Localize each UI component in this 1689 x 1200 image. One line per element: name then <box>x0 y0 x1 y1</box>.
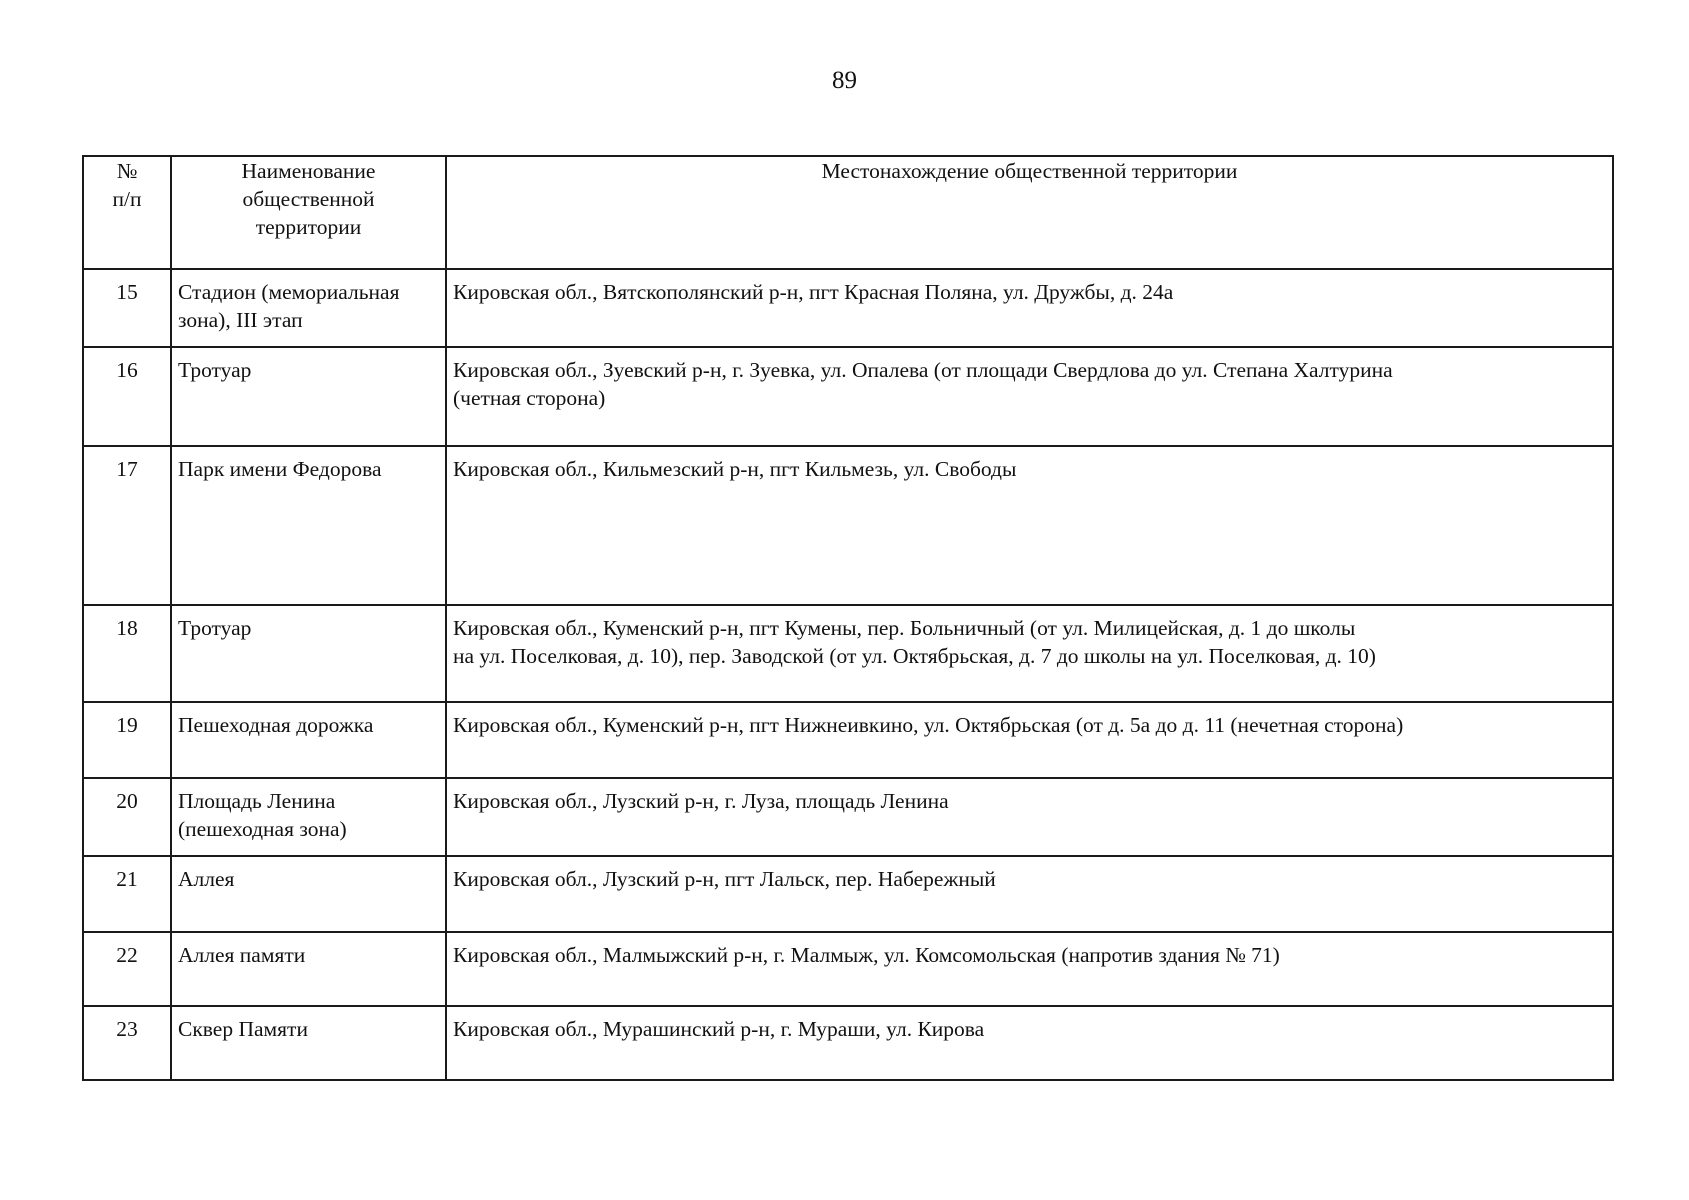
table-row <box>83 446 1613 605</box>
cell-location-line: Кировская обл., Кильмезский р-н, пгт Кильмезь, ул. Свободы <box>453 457 1017 481</box>
cell-name-line: Аллея памяти <box>178 943 306 967</box>
cell-location-line: Кировская обл., Лузский р-н, пгт Лальск, пер. Набережный <box>453 867 996 891</box>
cell-location <box>446 1006 1613 1080</box>
header-num <box>83 156 171 269</box>
cell-location-line: Кировская обл., Куменский р-н, пгт Нижнеивкино, ул. Октябрьская (от д. 5а до д. 11 (нечетная сторона) <box>453 713 1404 737</box>
cell-num: 15 <box>83 269 171 347</box>
table-header-row <box>83 156 1613 269</box>
header-name <box>171 156 446 269</box>
table-row <box>83 605 1613 702</box>
cell-location <box>446 856 1613 932</box>
table-row <box>83 932 1613 1006</box>
cell-name-line: Сквер Памяти <box>178 1017 308 1041</box>
table-row <box>83 1006 1613 1080</box>
table-row <box>83 347 1613 446</box>
cell-num: 22 <box>83 932 171 1006</box>
cell-location <box>446 605 1613 702</box>
cell-name-line: Аллея <box>178 867 235 891</box>
cell-name <box>171 702 446 778</box>
cell-num: 16 <box>83 347 171 446</box>
cell-name <box>171 347 446 446</box>
cell-name-line: (пешеходная зона) <box>178 817 347 841</box>
cell-num: 23 <box>83 1006 171 1080</box>
cell-name-line: Тротуар <box>178 616 252 640</box>
cell-num: 17 <box>83 446 171 605</box>
cell-name <box>171 269 446 347</box>
cell-location <box>446 778 1613 856</box>
cell-name-line: Тротуар <box>178 358 252 382</box>
cell-location <box>446 347 1613 446</box>
table-row <box>83 269 1613 347</box>
cell-name-line: зона), III этап <box>178 308 303 332</box>
cell-location-line: Кировская обл., Мурашинский р-н, г. Мураши, ул. Кирова <box>453 1017 985 1041</box>
cell-num: 20 <box>83 778 171 856</box>
cell-location <box>446 446 1613 605</box>
cell-name <box>171 1006 446 1080</box>
cell-name <box>171 932 446 1006</box>
header-num-line: № <box>116 159 138 183</box>
cell-location <box>446 702 1613 778</box>
table-row <box>83 702 1613 778</box>
cell-location-line: на ул. Поселковая, д. 10), пер. Заводской (от ул. Октябрьская, д. 7 до школы на ул. Поселковая, д. 10) <box>453 644 1376 668</box>
cell-name-line: Парк имени Федорова <box>178 457 382 481</box>
cell-name <box>171 778 446 856</box>
header-num-line: п/п <box>112 187 142 211</box>
cell-location-line: (четная сторона) <box>453 386 606 410</box>
table-row <box>83 856 1613 932</box>
cell-name <box>171 446 446 605</box>
header-location <box>446 156 1613 269</box>
cell-name-line: Площадь Ленина <box>178 789 336 813</box>
cell-location-line: Кировская обл., Вятскополянский р-н, пгт Красная Поляна, ул. Дружбы, д. 24а <box>453 280 1174 304</box>
cell-location-line: Кировская обл., Лузский р-н, г. Луза, площадь Ленина <box>453 789 949 813</box>
cell-location-line: Кировская обл., Куменский р-н, пгт Кумены, пер. Больничный (от ул. Милицейская, д. 1 до школы <box>453 616 1356 640</box>
header-name-line: общественной <box>242 187 375 211</box>
cell-location-line: Кировская обл., Зуевский р-н, г. Зуевка, ул. Опалева (от площади Свердлова до ул. Степана Халтурина <box>453 358 1393 382</box>
cell-num: 18 <box>83 605 171 702</box>
cell-num: 19 <box>83 702 171 778</box>
page-number: 89 <box>832 67 857 94</box>
cell-name-line: Пешеходная дорожка <box>178 713 374 737</box>
cell-location <box>446 932 1613 1006</box>
table-row <box>83 778 1613 856</box>
cell-location <box>446 269 1613 347</box>
cell-name <box>171 605 446 702</box>
cell-num: 21 <box>83 856 171 932</box>
cell-name-line: Стадион (мемориальная <box>178 280 400 304</box>
cell-location-line: Кировская обл., Малмыжский р-н, г. Малмыж, ул. Комсомольская (напротив здания № 71) <box>453 943 1280 967</box>
cell-name <box>171 856 446 932</box>
header-name-line: территории <box>255 215 362 239</box>
header-location-line: Местонахождение общественной территории <box>821 159 1238 183</box>
header-name-line: Наименование <box>241 159 376 183</box>
public-territories-table <box>82 155 1614 1081</box>
